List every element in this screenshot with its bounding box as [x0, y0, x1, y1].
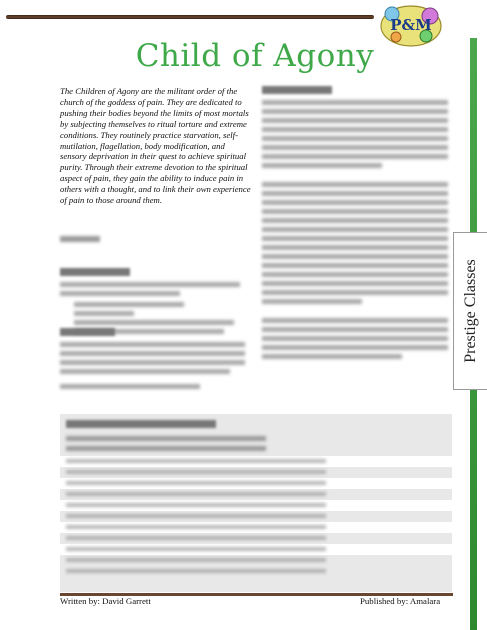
advancement-table [60, 414, 452, 592]
class-features-section [262, 86, 448, 359]
intro-paragraph: The Children of Agony are the militant order of the church of the goddess of pain. They are dedicated to pushing their bodies beyond the limits of most mortals by subjecting themselves to ritual torture and extreme conditions. They routinely practice starvation, self-mutilation, flagellation, body modification, and sensory deprivation in their quest to achieve spiritual purity. Through their extreme devotion to the spiritual aspect of pain, they gain the ability to induce pain in others with a thought, and to link their own experience of pain to those around them. [60, 86, 251, 206]
top-rule [6, 15, 374, 19]
publisher-credit: Published by: Amalara [360, 596, 441, 606]
section-tab[interactable] [453, 232, 487, 390]
section-tab-label: Prestige Classes [462, 259, 480, 363]
svg-text:P&M: P&M [390, 16, 432, 34]
requirements-section [60, 268, 252, 334]
class-skills-section [60, 328, 252, 389]
blurred-reference [60, 236, 252, 242]
page-title: Child of Agony [135, 38, 375, 74]
author-credit: Written by: David Garrett [60, 596, 151, 606]
